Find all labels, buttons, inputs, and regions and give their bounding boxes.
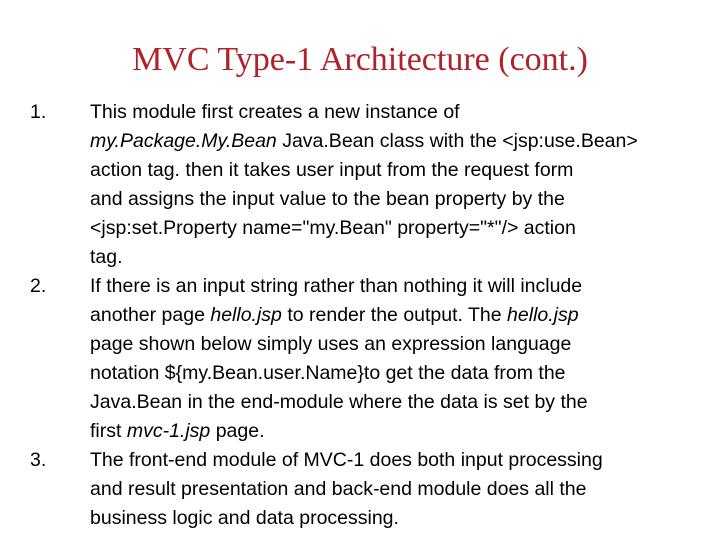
italic-text: hello.jsp xyxy=(210,304,282,326)
text-line xyxy=(90,185,690,214)
text-line xyxy=(90,359,690,388)
text-line xyxy=(90,301,690,330)
text-line xyxy=(90,127,690,156)
text-line xyxy=(90,504,690,533)
numbered-list xyxy=(30,98,690,533)
text-run: another page xyxy=(90,304,211,326)
text-line xyxy=(90,214,690,243)
list-item-number: 2. xyxy=(30,275,47,297)
list-item-number: 3. xyxy=(30,449,47,471)
text-line xyxy=(90,272,690,301)
text-line xyxy=(90,475,690,504)
text-run: Java.Bean class with the <jsp:use.Bean> xyxy=(276,130,638,152)
text-line xyxy=(90,156,690,185)
text-run: This module first creates a new instance of xyxy=(90,101,460,123)
list-item xyxy=(30,98,690,272)
text-run: Java.Bean in the end-module where the data is set by the xyxy=(90,391,588,413)
text-run: first xyxy=(90,420,127,442)
list-item xyxy=(30,272,690,446)
italic-text: my.Package.My.Bean xyxy=(90,130,277,152)
text-line xyxy=(90,417,690,446)
list-item-text xyxy=(90,98,690,272)
text-run: The front-end module of MVC-1 does both input processing xyxy=(90,449,603,471)
text-run: page shown below simply uses an expression language xyxy=(90,333,572,355)
list-item-text xyxy=(90,272,690,446)
text-run: <jsp:set.Property name="my.Bean" property="*"/> action xyxy=(90,217,576,239)
italic-text: mvc-1.jsp xyxy=(126,420,211,442)
text-run: and assigns the input value to the bean property by the xyxy=(90,188,565,210)
text-run: notation ${my.Bean.user.Name}to get the data from the xyxy=(90,362,566,384)
slide-title: MVC Type-1 Architecture (cont.) xyxy=(132,41,588,78)
text-run: page. xyxy=(210,420,265,442)
text-line xyxy=(90,330,690,359)
list-item-text xyxy=(90,446,690,533)
text-run: and result presentation and back-end module does all the xyxy=(90,478,587,500)
text-line xyxy=(90,446,690,475)
text-run: If there is an input string rather than nothing it will include xyxy=(90,275,583,297)
text-line xyxy=(90,388,690,417)
italic-text: hello.jsp xyxy=(507,304,579,326)
list-item xyxy=(30,446,690,533)
text-run: action tag. then it takes user input from the request form xyxy=(90,159,574,181)
list-item-number: 1. xyxy=(30,101,47,123)
text-line xyxy=(90,98,690,127)
text-run: tag. xyxy=(90,246,123,268)
text-run: business logic and data processing. xyxy=(90,507,399,529)
text-line xyxy=(90,243,690,272)
text-run: to render the output. The xyxy=(281,304,508,326)
